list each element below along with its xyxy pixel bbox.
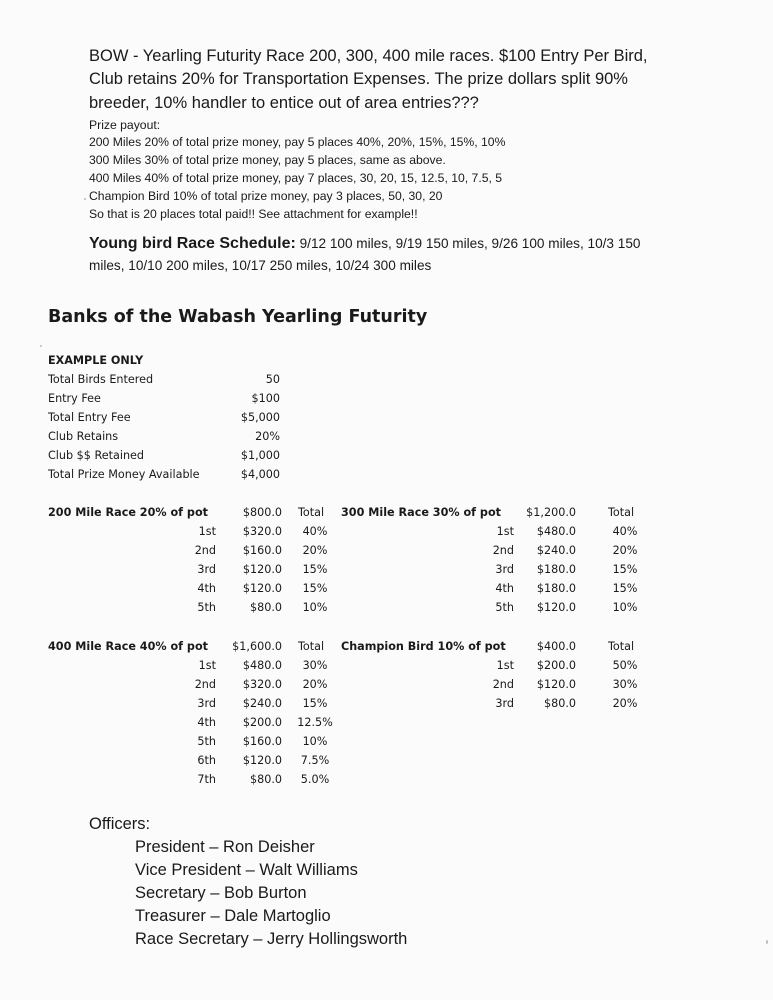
summary-value: $1,000 [240,449,280,462]
officer-entry: Race Secretary – Jerry Hollingsworth [135,930,408,948]
place-label: 1st [496,525,514,538]
place-amount: $120.0 [242,563,282,576]
place-pct: 12.5% [297,716,333,729]
place-label: 4th [495,582,514,595]
place-pct: 40% [302,525,328,538]
summary-label: Total Entry Fee [48,411,131,424]
race-title-300: 300 Mile Race 30% of pot [341,506,501,519]
intro-line-3: breeder, 10% handler to entice out of area entries??? [89,94,479,112]
summary-value: $5,000 [240,411,280,424]
place-amount: $160.0 [242,544,282,557]
officer-entry: President – Ron Deisher [135,838,315,856]
summary-label: Club Retains [48,430,119,443]
place-amount: $120.0 [242,582,282,595]
place-amount: $240.0 [242,697,282,710]
intro-line-2: Club retains 20% for Transportation Expenses. The prize dollars split 90% [89,70,628,88]
place-pct: 15% [302,582,328,595]
place-amount: $480.0 [242,659,282,672]
scan-speck [766,940,768,944]
summary-label: Total Birds Entered [48,373,154,386]
place-amount: $160.0 [242,735,282,748]
place-amount: $80.0 [249,773,282,786]
place-pct: 20% [302,678,328,691]
place-pct: 10% [302,601,328,614]
race-total-label: Total [608,506,635,519]
payout-line: 400 Miles 40% of total prize money, pay 7 places, 30, 20, 15, 12.5, 10, 7.5, 5 [89,171,503,185]
summary-value: 50 [265,373,280,386]
place-pct: 10% [302,735,328,748]
place-label: 5th [197,601,216,614]
place-label: 3rd [197,563,216,576]
place-label: 7th [197,773,216,786]
race-total-label: Total [608,640,635,653]
place-label: 3rd [197,697,216,710]
race-pot-400: $1,600.0 [232,640,282,653]
futurity-title: Banks of the Wabash Yearling Futurity [48,307,428,327]
schedule-text-1: 9/12 100 miles, 9/19 150 miles, 9/26 100 miles, 10/3 150 [295,236,641,251]
schedule-line-1 [89,233,640,254]
race-title-200: 200 Mile Race 20% of pot [48,506,208,519]
summary-label: Entry Fee [48,392,101,405]
intro-line-1: BOW - Yearling Futurity Race 200, 300, 400 mile races. $100 Entry Per Bird, [89,47,648,65]
place-label: 2nd [194,678,216,691]
place-amount: $80.0 [543,697,576,710]
place-label: 5th [197,735,216,748]
place-label: 5th [495,601,514,614]
race-total-label: Total [298,506,325,519]
place-label: 3rd [495,563,514,576]
place-pct: 30% [612,678,638,691]
payout-line: 200 Miles 20% of total prize money, pay 5 places 40%, 20%, 15%, 15%, 10% [89,135,506,149]
race-total-label: Total [298,640,325,653]
race-pot-champion: $400.0 [536,640,576,653]
place-label: 1st [198,659,216,672]
place-label: 1st [198,525,216,538]
place-pct: 20% [612,544,638,557]
officer-entry: Secretary – Bob Burton [135,884,307,902]
place-label: 3rd [495,697,514,710]
place-amount: $120.0 [242,754,282,767]
place-amount: $200.0 [242,716,282,729]
place-pct: 20% [302,544,328,557]
place-amount: $80.0 [249,601,282,614]
summary-label: Total Prize Money Available [48,468,200,481]
place-amount: $240.0 [536,544,576,557]
place-label: 2nd [194,544,216,557]
place-pct: 50% [612,659,638,672]
place-pct: 20% [612,697,638,710]
officer-entry: Treasurer – Dale Martoglio [135,907,331,925]
payout-title: Prize payout: [89,118,161,132]
place-pct: 15% [612,563,638,576]
place-amount: $180.0 [536,563,576,576]
summary-value: 20% [255,430,280,443]
payout-line: So that is 20 places total paid!! See attachment for example!! [89,207,418,221]
place-pct: 40% [612,525,638,538]
payout-line: Champion Bird 10% of total prize money, pay 3 places, 50, 30, 20 [89,189,443,203]
example-label: EXAMPLE ONLY [48,354,144,367]
race-title-champion: Champion Bird 10% of pot [341,640,506,653]
place-label: 4th [197,582,216,595]
race-pot-200: $800.0 [242,506,282,519]
place-label: 6th [197,754,216,767]
place-pct: 7.5% [300,754,330,767]
place-amount: $320.0 [242,678,282,691]
officers-title: Officers: [89,815,151,833]
summary-value: $100 [251,392,280,405]
place-label: 4th [197,716,216,729]
summary-value: $4,000 [240,468,280,481]
officer-entry: Vice President – Walt Williams [135,861,358,879]
schedule-line-2: miles, 10/10 200 miles, 10/17 250 miles, 10/24 300 miles [89,258,432,273]
race-title-400: 400 Mile Race 40% of pot [48,640,208,653]
schedule-label: Young bird Race Schedule: [89,235,296,252]
place-pct: 30% [302,659,328,672]
place-label: 2nd [492,544,514,557]
place-label: 2nd [492,678,514,691]
scan-speck [84,198,86,200]
summary-label: Club $$ Retained [48,449,145,462]
place-amount: $180.0 [536,582,576,595]
place-amount: $200.0 [536,659,576,672]
race-pot-300: $1,200.0 [526,506,576,519]
scan-speck [40,345,42,347]
place-amount: $120.0 [536,601,576,614]
place-pct: 10% [612,601,638,614]
place-pct: 15% [302,697,328,710]
place-pct: 15% [612,582,638,595]
payout-line: 300 Miles 30% of total prize money, pay 5 places, same as above. [89,153,446,167]
place-pct: 15% [302,563,328,576]
place-amount: $120.0 [536,678,576,691]
place-amount: $320.0 [242,525,282,538]
place-pct: 5.0% [300,773,330,786]
place-label: 1st [496,659,514,672]
place-amount: $480.0 [536,525,576,538]
